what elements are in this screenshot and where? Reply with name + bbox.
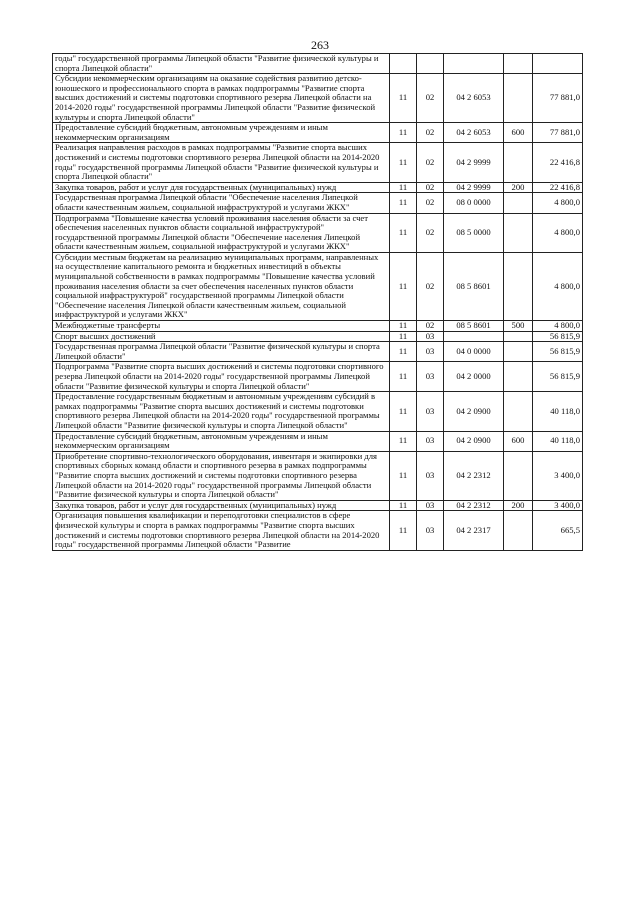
- row-amount: [533, 54, 583, 74]
- row-section-code: 11: [390, 431, 417, 451]
- row-expense-type-code: [504, 143, 533, 182]
- row-subsection-code: 02: [417, 193, 444, 213]
- table-row: [53, 500, 583, 511]
- row-amount: 665,5: [533, 511, 583, 550]
- row-description: Предоставление субсидий бюджетным, автономным учреждениям и иным некоммерческим организациям: [53, 431, 390, 451]
- table-row: [53, 362, 583, 392]
- row-target-code: 08 5 0000: [444, 213, 504, 252]
- row-target-code: 04 2 9999: [444, 143, 504, 182]
- row-target-code: 04 0 0000: [444, 342, 504, 362]
- row-target-code: [444, 54, 504, 74]
- table-row: [53, 74, 583, 123]
- row-subsection-code: 02: [417, 123, 444, 143]
- row-target-code: 04 2 6053: [444, 123, 504, 143]
- table-row: [53, 511, 583, 550]
- row-amount: 77 881,0: [533, 74, 583, 123]
- row-target-code: 04 2 6053: [444, 74, 504, 123]
- row-amount: 22 416,8: [533, 143, 583, 182]
- row-subsection-code: 03: [417, 511, 444, 550]
- row-expense-type-code: [504, 392, 533, 431]
- row-amount: 4 800,0: [533, 252, 583, 320]
- row-description: Субсидии местным бюджетам на реализацию муниципальных программ, направленных на осуществление капитального ремонта и бюджетных инвестиций в объекты муниципальной собственности в рамках подпрограммы "Повышение качества условий проживания населения области за счет обеспечения населенных пунктов области социальной инфраструктурой" государственной программы Липецкой области "Обеспечение населения Липецкой области качественным жильем, социальной инфраструктурой и услугами ЖКХ": [53, 252, 390, 320]
- table-row: [53, 123, 583, 143]
- row-amount: 40 118,0: [533, 392, 583, 431]
- row-section-code: 11: [390, 392, 417, 431]
- row-subsection-code: 02: [417, 143, 444, 182]
- row-expense-type-code: [504, 252, 533, 320]
- table-row: [53, 182, 583, 193]
- table-row: [53, 54, 583, 74]
- row-amount: 4 800,0: [533, 321, 583, 332]
- row-description: Подпрограмма "Развитие спорта высших достижений и системы подготовки спортивного резерва Липецкой области на 2014-2020 годы" государственной программы Липецкой области "Развитие физической культуры и спорта Липецкой области": [53, 362, 390, 392]
- table-row: [53, 143, 583, 182]
- row-expense-type-code: [504, 511, 533, 550]
- row-section-code: 11: [390, 451, 417, 500]
- row-description: годы" государственной программы Липецкой области "Развитие физической культуры и спорта Липецкой области": [53, 54, 390, 74]
- row-target-code: 08 5 8601: [444, 321, 504, 332]
- row-expense-type-code: 200: [504, 182, 533, 193]
- row-section-code: 11: [390, 500, 417, 511]
- row-description: Приобретение спортивно-технологического оборудования, инвентаря и экипировки для спортивных сборных команд области и спортивного резерва в рамках подпрограммы "Развитие спорта высших достижений и системы подготовки спортивного резерва Липецкой области на 2014-2020 годы" государственной программы Липецкой области "Развитие физической культуры и спорта Липецкой области": [53, 451, 390, 500]
- row-expense-type-code: [504, 451, 533, 500]
- table-row: [53, 321, 583, 332]
- row-target-code: 04 2 9999: [444, 182, 504, 193]
- row-description: Закупка товаров, работ и услуг для государственных (муниципальных) нужд: [53, 182, 390, 193]
- row-expense-type-code: [504, 362, 533, 392]
- row-subsection-code: [417, 54, 444, 74]
- row-target-code: 04 2 0000: [444, 362, 504, 392]
- row-section-code: 11: [390, 74, 417, 123]
- row-target-code: 04 2 0900: [444, 392, 504, 431]
- row-target-code: 04 2 2312: [444, 451, 504, 500]
- row-target-code: [444, 331, 504, 342]
- row-expense-type-code: 600: [504, 431, 533, 451]
- budget-table-body: [53, 54, 583, 551]
- table-row: [53, 342, 583, 362]
- row-expense-type-code: [504, 193, 533, 213]
- row-expense-type-code: [504, 213, 533, 252]
- row-amount: 3 400,0: [533, 451, 583, 500]
- table-row: [53, 331, 583, 342]
- row-amount: 56 815,9: [533, 362, 583, 392]
- row-description: Межбюджетные трансферты: [53, 321, 390, 332]
- row-description: Реализация направления расходов в рамках подпрограммы "Развитие спорта высших достижений и системы подготовки спортивного резерва Липецкой области на 2014-2020 годы" государственной программы Липецкой области "Развитие физической культуры и спорта Липецкой области": [53, 143, 390, 182]
- row-amount: 56 815,9: [533, 331, 583, 342]
- row-target-code: 08 5 8601: [444, 252, 504, 320]
- row-subsection-code: 02: [417, 74, 444, 123]
- row-amount: 40 118,0: [533, 431, 583, 451]
- row-description: Предоставление субсидий бюджетным, автономным учреждениям и иным некоммерческим организациям: [53, 123, 390, 143]
- row-subsection-code: 02: [417, 252, 444, 320]
- row-expense-type-code: 600: [504, 123, 533, 143]
- row-description: Подпрограмма "Повышение качества условий проживания населения области за счет обеспечения населенных пунктов области социальной инфраструктурой" государственной программы Липецкой области "Обеспечение населения Липецкой области качественным жильем, социальной инфраструктурой и услугами ЖКХ": [53, 213, 390, 252]
- row-subsection-code: 03: [417, 500, 444, 511]
- table-row: [53, 213, 583, 252]
- row-section-code: 11: [390, 331, 417, 342]
- row-target-code: 04 2 2317: [444, 511, 504, 550]
- row-section-code: 11: [390, 252, 417, 320]
- table-row: [53, 252, 583, 320]
- row-target-code: 04 2 2312: [444, 500, 504, 511]
- table-row: [53, 392, 583, 431]
- row-section-code: 11: [390, 321, 417, 332]
- table-row: [53, 451, 583, 500]
- row-amount: 77 881,0: [533, 123, 583, 143]
- row-description: Организация повышения квалификации и переподготовки специалистов в сфере физической культуры и спорта в рамках подпрограммы "Развитие спорта высших достижений и системы подготовки спортивного резерва Липецкой области на 2014-2020 годы" государственной программы Липецкой области "Развитие: [53, 511, 390, 550]
- row-section-code: 11: [390, 123, 417, 143]
- row-section-code: 11: [390, 511, 417, 550]
- row-amount: 56 815,9: [533, 342, 583, 362]
- row-section-code: 11: [390, 182, 417, 193]
- row-section-code: 11: [390, 342, 417, 362]
- row-target-code: 08 0 0000: [444, 193, 504, 213]
- row-subsection-code: 02: [417, 182, 444, 193]
- row-expense-type-code: 200: [504, 500, 533, 511]
- row-amount: 22 416,8: [533, 182, 583, 193]
- row-description: Субсидии некоммерческим организациям на оказание содействия развитию детско-юношеского и профессионального спорта в рамках подпрограммы "Развитие спорта высших достижений и системы подготовки спортивного резерва Липецкой области на 2014-2020 годы" государственной программы Липецкой области "Развитие физической культуры и спорта Липецкой области": [53, 74, 390, 123]
- row-expense-type-code: [504, 342, 533, 362]
- row-subsection-code: 03: [417, 451, 444, 500]
- row-section-code: 11: [390, 213, 417, 252]
- row-expense-type-code: [504, 331, 533, 342]
- row-section-code: 11: [390, 193, 417, 213]
- table-row: [53, 193, 583, 213]
- row-amount: 4 800,0: [533, 213, 583, 252]
- row-description: Закупка товаров, работ и услуг для государственных (муниципальных) нужд: [53, 500, 390, 511]
- row-subsection-code: 03: [417, 392, 444, 431]
- row-section-code: 11: [390, 362, 417, 392]
- row-amount: 3 400,0: [533, 500, 583, 511]
- row-description: Государственная программа Липецкой области "Обеспечение населения Липецкой области качественным жильем, социальной инфраструктурой и услугами ЖКХ": [53, 193, 390, 213]
- budget-table: [52, 53, 583, 551]
- row-description: Спорт высших достижений: [53, 331, 390, 342]
- table-row: [53, 431, 583, 451]
- row-subsection-code: 02: [417, 321, 444, 332]
- row-section-code: [390, 54, 417, 74]
- row-subsection-code: 03: [417, 331, 444, 342]
- row-subsection-code: 03: [417, 342, 444, 362]
- page-number: 263: [311, 38, 329, 52]
- row-subsection-code: 02: [417, 213, 444, 252]
- row-description: Государственная программа Липецкой области "Развитие физической культуры и спорта Липецкой области": [53, 342, 390, 362]
- row-subsection-code: 03: [417, 362, 444, 392]
- row-target-code: 04 2 0900: [444, 431, 504, 451]
- row-amount: 4 800,0: [533, 193, 583, 213]
- row-expense-type-code: 500: [504, 321, 533, 332]
- row-description: Предоставление государственным бюджетным и автономным учреждениям субсидий в рамках подпрограммы "Развитие спорта высших достижений и системы подготовки спортивного резерва Липецкой области на 2014-2020 годы" государственной программы Липецкой области "Развитие физической культуры и спорта Липецкой области": [53, 392, 390, 431]
- row-subsection-code: 03: [417, 431, 444, 451]
- row-expense-type-code: [504, 74, 533, 123]
- row-expense-type-code: [504, 54, 533, 74]
- row-section-code: 11: [390, 143, 417, 182]
